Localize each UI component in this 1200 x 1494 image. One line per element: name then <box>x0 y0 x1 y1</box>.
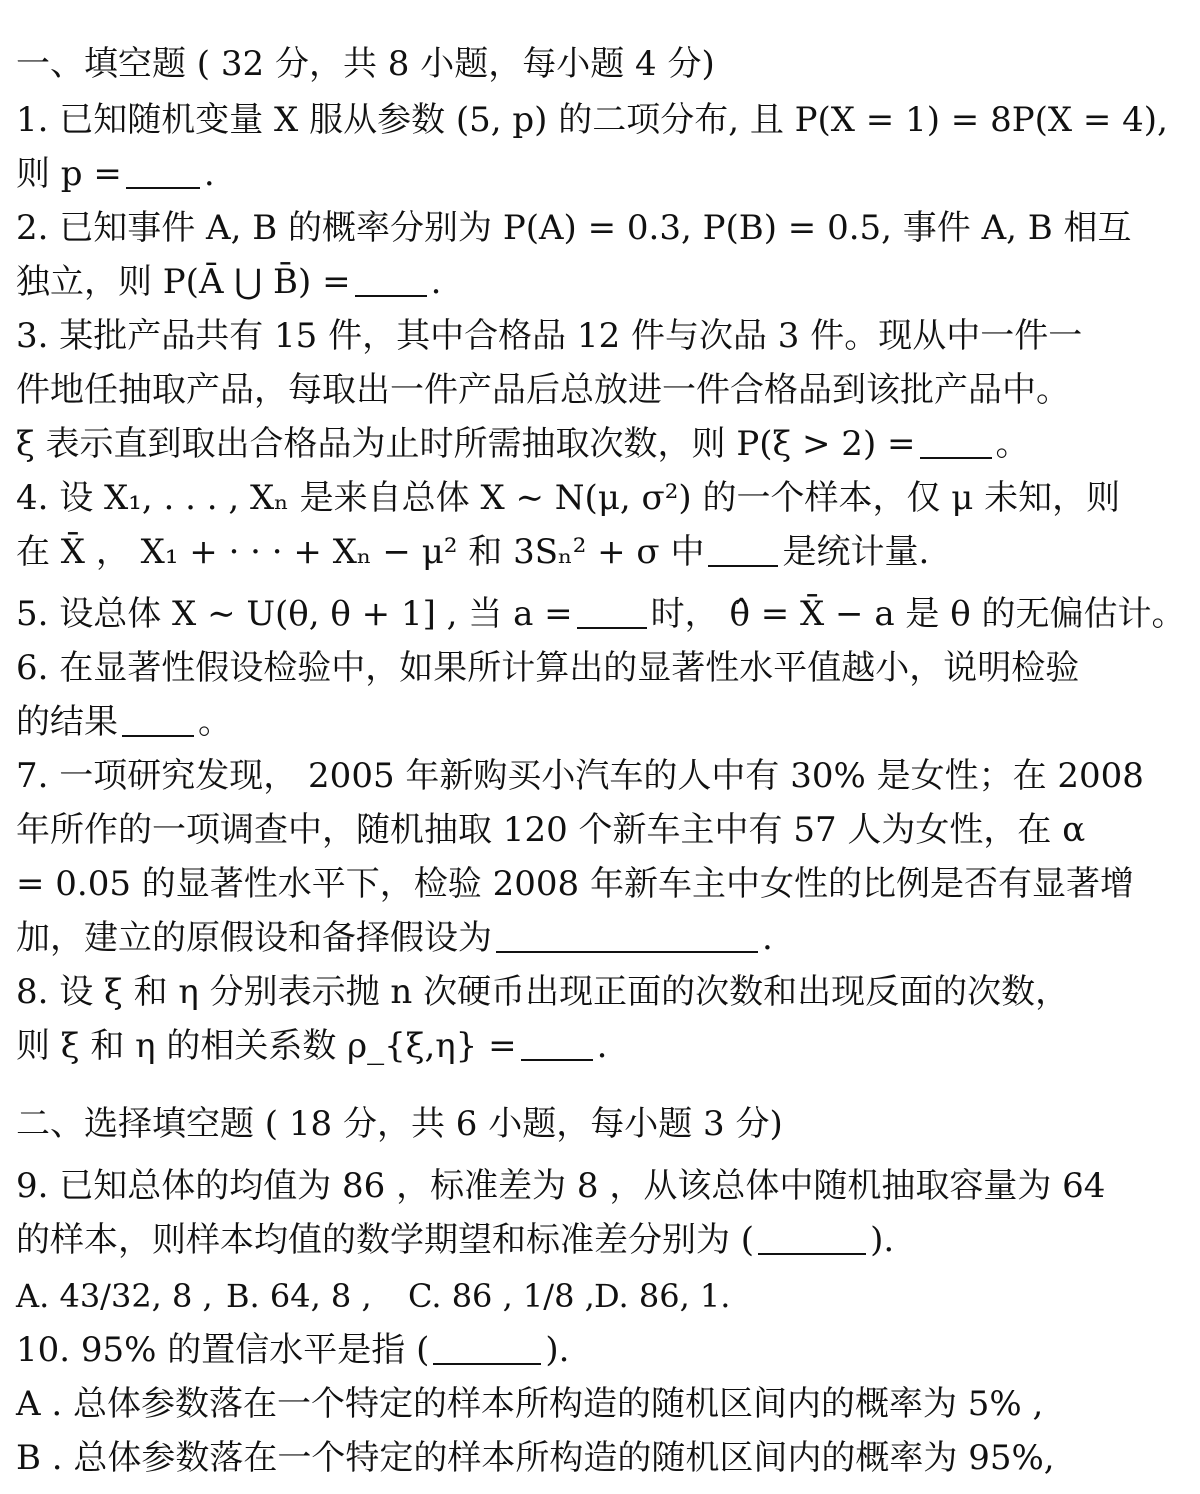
section-heading-fill-in: 一、填空题 ( 32 分，共 8 小题，每小题 4 分) <box>16 44 715 84</box>
q2-period: . <box>430 262 442 302</box>
q7-text: 加，建立的原假设和备择假设为 <box>16 918 492 958</box>
q6-period: 。 <box>198 702 232 742</box>
q4-line-2 <box>16 532 1132 572</box>
q5-line-1 <box>16 594 1186 634</box>
q9-line-1: 9. 已知总体的均值为 86 ，标准差为 8 ，从该总体中随机抽取容量为 64 <box>16 1166 1106 1206</box>
q7-line-1: 7. 一项研究发现， 2005 年新购买小汽车的人中有 30% 是女性；在 2008 <box>16 756 1144 796</box>
q1-line-2 <box>16 154 1132 194</box>
q6-line-2 <box>16 702 1132 742</box>
q3-line-2: 件地任抽取产品，每取出一件产品后总放进一件合格品到该批产品中。 <box>16 370 1070 410</box>
q1-answer-blank[interactable] <box>126 157 200 189</box>
q10-option-b[interactable]: B . 总体参数落在一个特定的样本所构造的随机区间内的概率为 95%, <box>16 1438 1055 1478</box>
q5-text: 5. 设总体 X ∼ U(θ, θ + 1] , 当 a = <box>16 594 573 634</box>
q7-answer-blank[interactable] <box>496 921 758 953</box>
q1-period: . <box>203 154 215 194</box>
q10-text: 10. 95% 的置信水平是指 ( <box>16 1330 430 1370</box>
q9-option-b[interactable]: B. 64, 8 , <box>226 1277 372 1315</box>
q2-text: 独立，则 P(Ā ⋃ B̄) = <box>16 262 351 302</box>
q4-line-1: 4. 设 X₁, . . . , Xₙ 是来自总体 X ∼ N(μ, σ²) 的一个样本，仅 μ 未知，则 <box>16 478 1121 518</box>
q5-answer-blank[interactable] <box>577 597 647 629</box>
q5-text-end: 时， θ̂ = X̄ − a 是 θ 的无偏估计。 <box>650 594 1186 634</box>
q3-line-3 <box>16 424 1132 464</box>
q4-text-end: 是统计量. <box>782 532 930 572</box>
q9-text: 的样本，则样本均值的数学期望和标准差分别为 ( <box>16 1220 755 1260</box>
q9-answer-blank[interactable] <box>758 1223 866 1255</box>
q3-line-1: 3. 某批产品共有 15 件，其中合格品 12 件与次品 3 件。现从中一件一 <box>16 316 1083 356</box>
q8-answer-blank[interactable] <box>521 1029 593 1061</box>
q7-line-3: = 0.05 的显著性水平下，检验 2008 年新车主中女性的比例是否有显著增 <box>16 864 1134 904</box>
q4-answer-blank[interactable] <box>708 535 778 567</box>
q8-line-1: 8. 设 ξ 和 η 分别表示抛 n 次硬币出现正面的次数和出现反面的次数， <box>16 972 1070 1012</box>
q7-line-4 <box>16 918 1132 958</box>
q6-text: 的结果 <box>16 702 118 742</box>
q3-text: ξ 表示直到取出合格品为止时所需抽取次数，则 P(ξ > 2) = <box>16 424 916 464</box>
q2-answer-blank[interactable] <box>355 265 427 297</box>
q10-line-1 <box>16 1330 1132 1370</box>
q6-line-1: 6. 在显著性假设检验中，如果所计算出的显著性水平值越小，说明检验 <box>16 648 1080 688</box>
q10-option-a[interactable]: A . 总体参数落在一个特定的样本所构造的随机区间内的概率为 5% , <box>16 1384 1044 1424</box>
q8-period: . <box>596 1026 608 1066</box>
q9-line-2 <box>16 1220 1132 1260</box>
q8-text: 则 ξ 和 η 的相关系数 ρ_{ξ,η} = <box>16 1026 517 1066</box>
q8-line-2 <box>16 1026 1132 1066</box>
q10-answer-blank[interactable] <box>433 1333 541 1365</box>
q2-line-1: 2. 已知事件 A, B 的概率分别为 P(A) = 0.3, P(B) = 0.5, 事件 A, B 相互 <box>16 208 1132 248</box>
q6-answer-blank[interactable] <box>122 705 194 737</box>
q7-line-2: 年所作的一项调查中，随机抽取 120 个新车主中有 57 人为女性，在 α <box>16 810 1086 850</box>
q3-answer-blank[interactable] <box>920 427 992 459</box>
q9-option-a[interactable]: A. 43/32, 8 , <box>16 1277 213 1315</box>
q1-text: 则 p = <box>16 154 122 194</box>
q9-option-d[interactable]: D. 86, 1. <box>594 1277 731 1315</box>
q10-close: ). <box>545 1330 570 1370</box>
q9-close: ). <box>870 1220 895 1260</box>
q4-text: 在 X̄ ， X₁ + · · · + Xₙ − μ² 和 3Sₙ² + σ 中 <box>16 532 705 572</box>
q3-period: 。 <box>995 424 1030 464</box>
q2-line-2 <box>16 262 1132 302</box>
q1-line-1: 1. 已知随机变量 X 服从参数 (5, p) 的二项分布, 且 P(X = 1) = 8P(X = 4), <box>16 100 1168 140</box>
q7-period: . <box>762 918 773 958</box>
q9-option-c[interactable]: C. 86 , 1/8 , <box>408 1277 595 1315</box>
section-heading-multiple-choice: 二、选择填空题 ( 18 分，共 6 小题，每小题 3 分) <box>16 1104 783 1144</box>
